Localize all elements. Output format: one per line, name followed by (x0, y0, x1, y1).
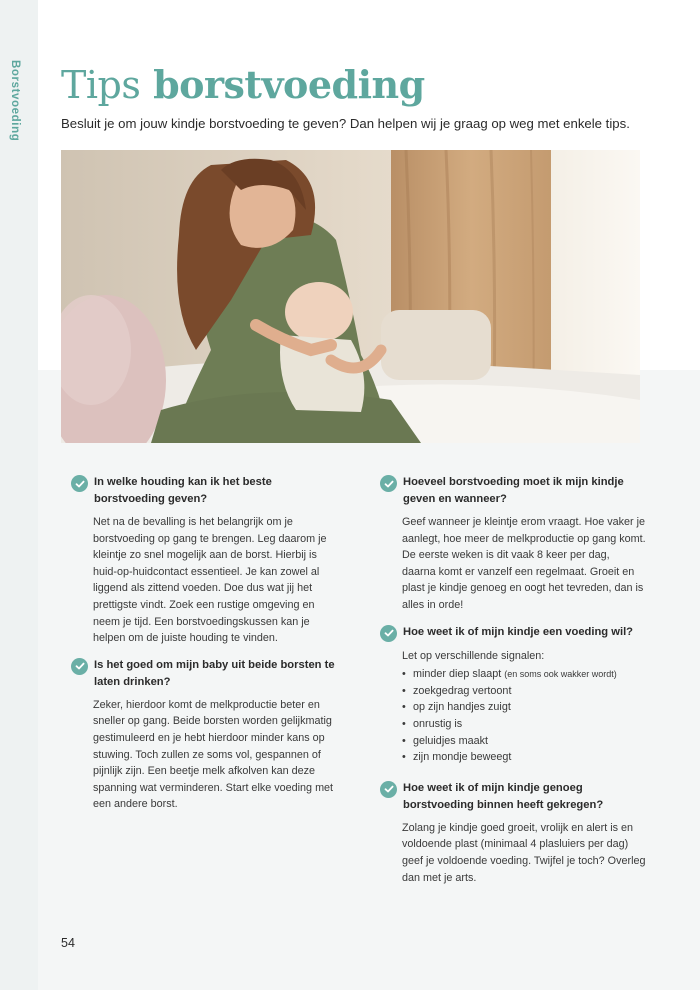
page-title (61, 62, 425, 107)
title-bold: borstvoeding (153, 62, 425, 107)
list-item (402, 699, 646, 716)
check-circle-icon (71, 658, 88, 675)
faq-intro: Let op verschillende signalen: (402, 649, 545, 662)
right-column (380, 474, 646, 896)
check-circle-icon (71, 475, 88, 492)
check-circle-icon (380, 781, 397, 798)
faq-question: Hoe weet ik of mijn kindje genoeg borstvoeding binnen heeft gekregen? (403, 781, 604, 811)
signals-list (402, 666, 646, 766)
faq-answer: Net na de bevalling is het belangrijk om je borstvoeding op gang te brengen. Leg daarom je kleintje zo snel mogelijk aan de borst. Hierbij is huid-op-huidcontact essentieel. Je kan zowel al liggend als zittend voeden. Doe dus wat jij het prettigste vindt. Zoek een rustige omgeving en neem je tijd. Een borstvoedingskussen kan je helpen om de juiste houding te vinden. (93, 516, 327, 645)
signal-text: op zijn handjes zuigt (413, 701, 511, 714)
signal-text: zoekgedrag vertoont (413, 684, 512, 697)
title-light: Tips (61, 63, 141, 107)
photo-mother-breastfeeding-baby (61, 150, 640, 443)
list-item (402, 683, 646, 700)
check-circle-icon (380, 475, 397, 492)
left-column (71, 474, 337, 823)
signal-text: zijn mondje beweegt (413, 751, 512, 764)
list-item (402, 666, 646, 683)
faq-item (71, 657, 337, 813)
faq-answer: Zolang je kindje goed groeit, vrolijk en alert is en voldoende plast (minimaal 4 plasluiers per dag) geef je voldoende voeding. Twijfel je toch? Overleg dan met je arts. (402, 821, 646, 884)
list-item (402, 716, 646, 733)
side-strip (0, 0, 38, 990)
list-item (402, 733, 646, 750)
page-number: 54 (61, 936, 75, 950)
faq-item (380, 780, 646, 886)
signal-note: (en soms ook wakker wordt) (504, 669, 617, 680)
signal-text: geluidjes maakt (413, 734, 489, 747)
faq-item (380, 624, 646, 766)
list-item (402, 749, 646, 766)
faq-question: In welke houding kan ik het beste borstvoeding geven? (94, 476, 272, 505)
faq-answer: Zeker, hierdoor komt de melkproductie beter en sneller op gang. Beide borsten worden gelijkmatig gestimuleerd en je hebt hierdoor minder kans op stuwing. Toch zullen ze soms vol, gespannen of pijnlijk zijn. Een beetje melk afkolven kan deze spanning wat verminderen. Start elke voeding met een andere borst. (93, 698, 334, 811)
faq-question: Hoe weet ik of mijn kindje een voeding wil? (403, 625, 634, 638)
faq-question: Hoeveel borstvoeding moet ik mijn kindje geven en wanneer? (403, 476, 624, 505)
faq-answer: Geef wanneer je kleintje erom vraagt. Hoe vaker je aanlegt, hoe meer de melkproductie op gang komt. De eerste weken is dit vaak 8 keer per dag, daarna komt er vanzelf een regelmaat. Groeit en plast je kindje genoeg en oogt het tevreden, dan is alles in orde! (402, 516, 646, 611)
faq-question: Is het goed om mijn baby uit beide borsten te laten drinken? (94, 658, 335, 688)
faq-item (71, 474, 337, 647)
signal-text: minder diep slaapt (413, 668, 502, 681)
intro-text: Besluit je om jouw kindje borstvoeding te geven? Dan helpen wij je graag op weg met enkele tips. (61, 116, 630, 131)
section-label: Borstvoeding (9, 60, 21, 142)
faq-item (380, 474, 646, 614)
check-circle-icon (380, 625, 397, 642)
signal-text: onrustig is (413, 717, 463, 730)
